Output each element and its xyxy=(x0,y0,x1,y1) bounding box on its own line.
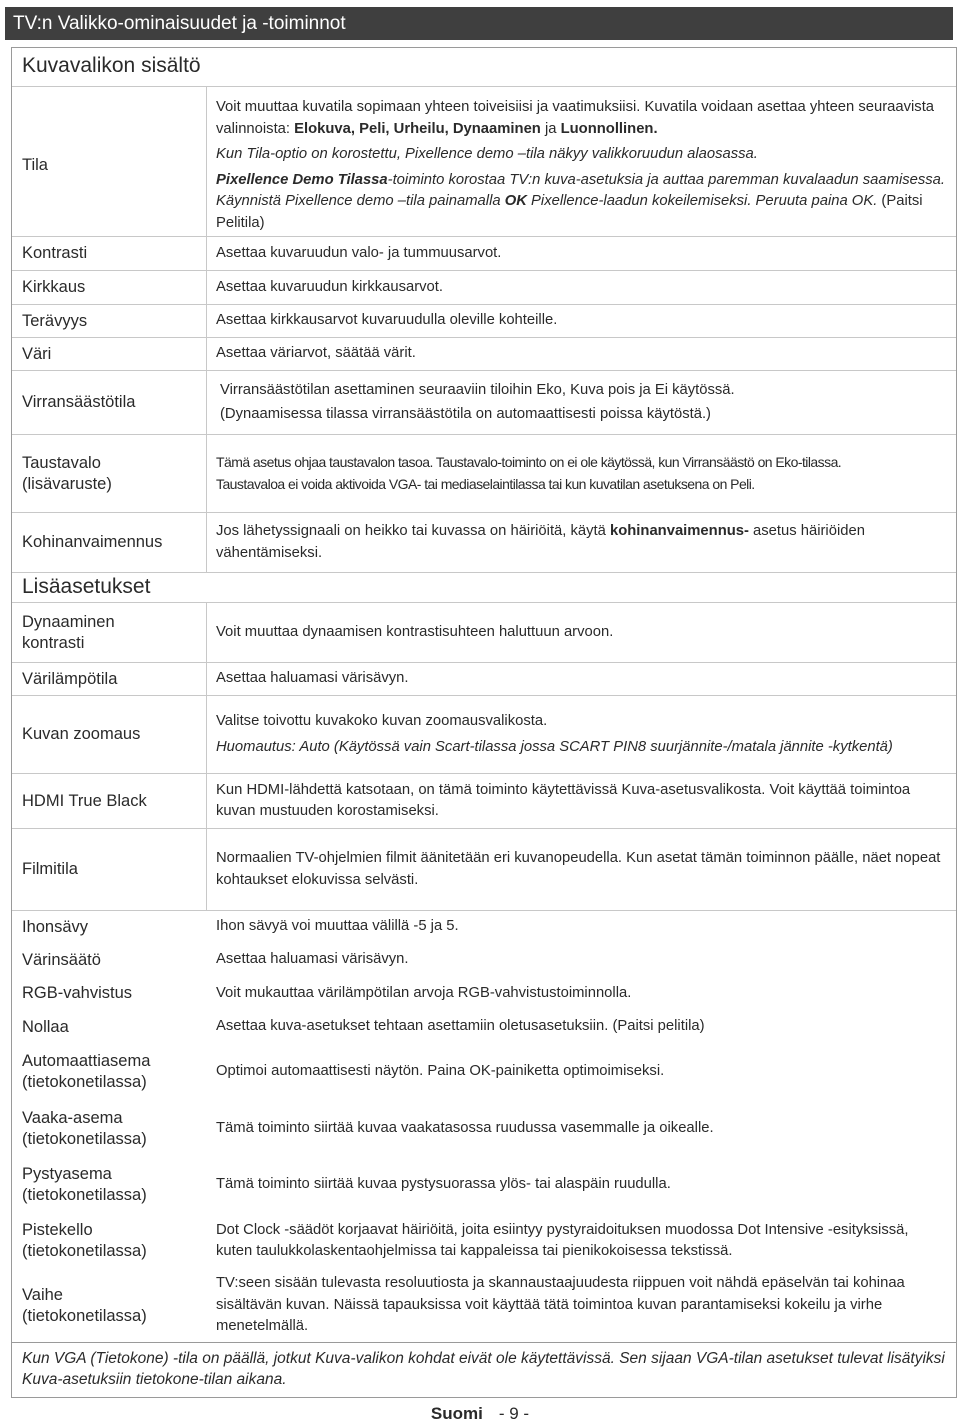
row-description: Ihon sävyä voi muuttaa välillä -5 ja 5. xyxy=(216,918,459,935)
row-label: Pystyasema (tietokonetilassa) xyxy=(22,1165,147,1204)
row-label: Automaattiasema (tietokonetilassa) xyxy=(22,1052,151,1091)
column-divider xyxy=(206,696,207,773)
table-row-vari xyxy=(12,337,956,370)
row-description xyxy=(216,87,948,244)
table-row-automaattiasema xyxy=(12,1044,956,1100)
row-label: Kohinanvaimennus xyxy=(22,533,163,551)
row-label: Vaaka-asema (tietokonetilassa) xyxy=(22,1108,147,1148)
column-divider xyxy=(206,435,207,512)
row-description: Asettaa kuva-asetukset tehtaan asettamiin oletusasetuksiin. (Paitsi pelitila) xyxy=(216,1018,705,1035)
section-title-picture-menu: Kuvavalikon sisältö xyxy=(22,54,201,77)
page-title: TV:n Valikko-ominaisuudet ja -toiminnot xyxy=(13,13,346,34)
row-description: Asettaa väriarvot, säätää värit. xyxy=(216,345,416,362)
column-divider xyxy=(206,271,207,304)
row-label: Kontrasti xyxy=(22,244,88,262)
table-row-kohinanvaimennus xyxy=(12,512,956,572)
column-divider xyxy=(206,371,207,434)
row-label: HDMI True Black xyxy=(22,791,147,810)
column-divider xyxy=(206,237,207,270)
table-row-kirkkaus xyxy=(12,270,956,304)
table-row-vaaka-asema xyxy=(12,1100,956,1157)
desc-line-demo-note: Kun Tila-optio on korostettu, Pixellence demo –tila näkyy valikkoruudun alaosassa. xyxy=(216,146,758,162)
page-header xyxy=(5,7,953,40)
page-footer xyxy=(0,1404,960,1424)
column-divider xyxy=(206,338,207,370)
desc-line-pixellence: Pixellence Demo Tilassa-toiminto korostaa TV:n kuva-asetuksia ja auttaa paremman kuvalaadun saamisessa. Käynnistä Pixellence demo –tila painamalla OK Pixellence-laadun kokeilemiseksi. Peruuta paina OK. (Paitsi Pelitila) xyxy=(216,171,946,231)
vga-mode-note: Kun VGA (Tietokone) -tila on päällä, jotkut Kuva-valikon kohdat eivät ole käytettävissä. Sen sijaan VGA-tilan asetukset tulevat lisätyiksi Kuva-asetuksiin tietokone-tilan aikana. xyxy=(12,1342,956,1398)
row-label: Dynaaminen kontrasti xyxy=(22,612,115,652)
table-row-pystyasema xyxy=(12,1157,956,1213)
table-row-varinsaato xyxy=(12,943,956,977)
column-divider xyxy=(206,513,207,572)
section-title-advanced: Lisäasetukset xyxy=(22,575,151,598)
row-label: Värilämpötila xyxy=(22,669,118,688)
row-label: Vaihe (tietokonetilassa) xyxy=(22,1285,147,1325)
row-label: Kirkkaus xyxy=(22,278,86,296)
row-label: Taustavalo (lisävaruste) xyxy=(22,453,112,493)
row-description: Jos lähetyssignaali on heikko tai kuvassa on häiriöitä, käytä kohinanvaimennus- asetus häiriöiden vähentämiseksi. xyxy=(216,523,865,561)
desc-line-modes: Voit muuttaa kuvatila sopimaan yhteen toiveisiisi ja vaatimuksiisi. Kuvatila voidaan asettaa yhteen seuraavista valinnoista: Elokuva, Peli, Urheilu, Dynaaminen ja Luonnollinen. xyxy=(216,99,935,137)
row-label: Värinsäätö xyxy=(22,950,101,969)
row-description: Tämä toiminto siirtää kuvaa pystysuorassa ylös- tai alaspäin ruudulla. xyxy=(216,1176,671,1193)
row-label: Tila xyxy=(22,156,48,174)
table-row-nollaa xyxy=(12,1010,956,1044)
row-description: Asettaa kirkkausarvot kuvaruudulla oleville kohteille. xyxy=(216,312,558,329)
row-label: Kuvan zoomaus xyxy=(22,725,141,743)
column-divider xyxy=(206,829,207,910)
row-description: Virransäästötilan asettaminen seuraaviin tiloihin Eko, Kuva pois ja Ei käytössä. (Dynaamisessa tilassa virransäästötila on automaattisesti poissa käytöstä.) xyxy=(220,382,735,422)
table-row-kuvan-zoomaus xyxy=(12,695,956,773)
row-description: Valitse toivottu kuvakoko kuvan zoomausvalikosta. Huomautus: Auto (Käytössä vain Scart-tilassa jossa SCART PIN8 suurjännite-/matala jännite -kytkentä) xyxy=(216,713,893,755)
row-label: RGB-vahvistus xyxy=(22,984,133,1002)
column-divider xyxy=(206,87,207,244)
column-divider xyxy=(206,663,207,695)
table-row-teravyys xyxy=(12,304,956,337)
row-label: Ihonsävy xyxy=(22,917,89,936)
table-row-kontrasti xyxy=(12,236,956,270)
row-label: Virransäästötila xyxy=(22,393,136,411)
table-row-taustavalo xyxy=(12,434,956,512)
table-row-tila xyxy=(12,86,956,244)
row-label: Filmitila xyxy=(22,860,78,878)
row-description: Tämä asetus ohjaa taustavalon tasoa. Taustavalo-toiminto on ei ole käytössä, kun Virransäästö on Eko-tilassa. Taustavaloa ei voida aktivoida VGA- tai mediaselaintilassa tai kun kuvatilan asetuksena on Peli. xyxy=(216,454,842,492)
row-description: Normaalien TV-ohjelmien filmit äänitetään eri kuvanopeudella. Kun asetat tämän toiminnon päälle, näet nopeat kohtaukset elokuvissa selvästi. xyxy=(216,850,941,888)
row-label: Pistekello (tietokonetilassa) xyxy=(22,1221,147,1260)
column-divider xyxy=(206,774,207,828)
row-description: Kun HDMI-lähdettä katsotaan, on tämä toiminto käytettävissä Kuva-asetusvalikosta. Voit käyttää toimintoa kuvan mustuuden korostamiseksi. xyxy=(216,781,911,819)
footer-language: Suomi xyxy=(430,1404,483,1423)
table-row-varilampotila xyxy=(12,662,956,695)
table-row-hdmi-true-black xyxy=(12,773,956,828)
row-description: Voit mukauttaa värilämpötilan arvoja RGB-vahvistustoiminnolla. xyxy=(216,984,632,1001)
table-row-dynaaminen-kontrasti xyxy=(12,602,956,662)
section-row-lisaasetukset xyxy=(12,572,956,602)
page-number: - 9 - xyxy=(498,1404,530,1423)
table-row-virransaastotila xyxy=(12,370,956,434)
column-divider xyxy=(206,603,207,662)
table-row-filmitila xyxy=(12,828,956,910)
table-row-pistekello xyxy=(12,1213,956,1269)
settings-table xyxy=(11,47,957,1398)
table-row-ihonsavy xyxy=(12,910,956,943)
table-row-vaihe xyxy=(12,1269,956,1342)
row-description: Asettaa haluamasi värisävyn. xyxy=(216,951,409,968)
column-divider xyxy=(206,305,207,337)
row-description: Dot Clock -säädöt korjaavat häiriöitä, joita esiintyy pystyraidoituksen muodossa Dot Intensive -esityksissä, kuten taulukkolaskentaohjelmissa tai kappaleissa tai pienikokoisessa tekstissä. xyxy=(216,1221,909,1259)
row-description: TV:seen sisään tulevasta resoluutiosta ja skannaustaajuudesta riippuen voit nähdä epäselvän tai kohinaa sisältävän kuvan. Näissä tapauksissa voit käyttää tätä toimintoa kuvan parantamiseksi kokeilu ja virhe menetelmällä. xyxy=(216,1275,905,1335)
row-description: Asettaa kuvaruudun kirkkausarvot. xyxy=(216,278,444,295)
row-label: Terävyys xyxy=(22,311,88,330)
row-label: Väri xyxy=(22,344,52,363)
row-description: Optimoi automaattisesti näytön. Paina OK-painiketta optimoimiseksi. xyxy=(216,1063,665,1080)
row-description: Tämä toiminto siirtää kuvaa vaakatasossa ruudussa vasemmalle ja oikealle. xyxy=(216,1119,714,1136)
table-row-rgb-vahvistus xyxy=(12,977,956,1010)
row-description: Voit muuttaa dynaamisen kontrastisuhteen haluttuun arvoon. xyxy=(216,623,614,640)
row-description: Asettaa haluamasi värisävyn. xyxy=(216,670,409,687)
row-description: Asettaa kuvaruudun valo- ja tummuusarvot. xyxy=(216,244,502,261)
row-label: Nollaa xyxy=(22,1017,69,1036)
